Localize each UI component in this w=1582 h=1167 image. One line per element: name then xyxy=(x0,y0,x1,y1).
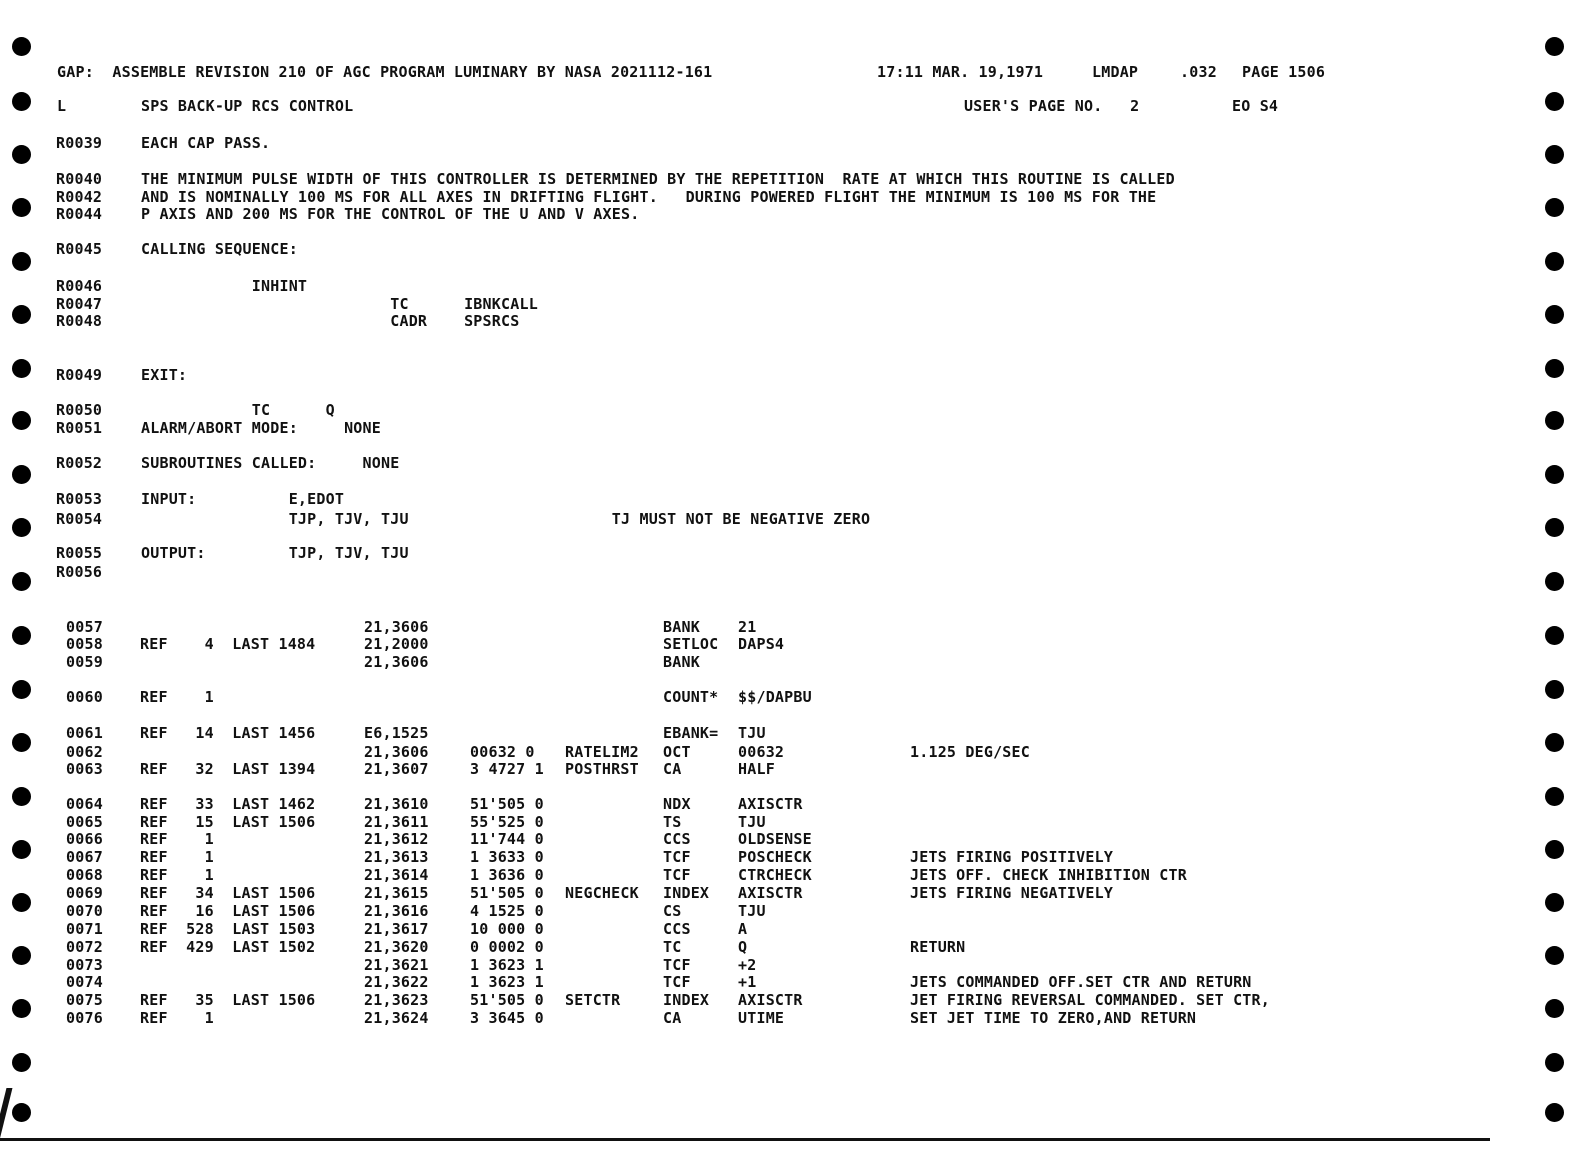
tractor-feed-hole xyxy=(12,572,31,591)
code-opcode: CCS xyxy=(663,830,691,848)
code-opcode: CS xyxy=(663,902,682,920)
code-line-number: 0074 xyxy=(66,973,103,991)
code-line-number: 0057 xyxy=(66,618,103,636)
code-operand: DAPS4 xyxy=(738,635,785,653)
code-line-number: 0062 xyxy=(66,743,103,761)
code-word: 1 3623 1 xyxy=(470,973,544,991)
code-address: 21,3620 xyxy=(364,938,429,956)
code-opcode: SETLOC xyxy=(663,635,719,653)
code-ref: REF 528 LAST 1503 xyxy=(140,920,316,938)
code-address: 21,2000 xyxy=(364,635,429,653)
code-comment: RETURN xyxy=(910,938,966,956)
tractor-feed-hole xyxy=(1545,999,1564,1018)
code-word: 0 0002 0 xyxy=(470,938,544,956)
paper-tear-mark xyxy=(0,1088,12,1140)
remark-text: INHINT xyxy=(141,277,308,295)
tractor-feed-hole xyxy=(12,733,31,752)
users-page-number: USER'S PAGE NO. 2 xyxy=(964,97,1140,115)
code-line-number: 0075 xyxy=(66,991,103,1009)
code-word: 51'505 0 xyxy=(470,795,544,813)
code-operand: AXISCTR xyxy=(738,884,803,902)
remark-id: R0052 xyxy=(56,454,103,472)
code-line-number: 0076 xyxy=(66,1009,103,1027)
code-word: 10 000 0 xyxy=(470,920,544,938)
code-operand: POSCHECK xyxy=(738,848,812,866)
tractor-feed-hole xyxy=(1545,626,1564,645)
tractor-feed-hole xyxy=(1545,572,1564,591)
code-line-number: 0061 xyxy=(66,724,103,742)
remark-id: R0049 xyxy=(56,366,103,384)
remark-id: R0056 xyxy=(56,563,103,581)
code-label: POSTHRST xyxy=(565,760,639,778)
code-word: 00632 0 xyxy=(470,743,535,761)
code-operand: +1 xyxy=(738,973,757,991)
code-line-number: 0071 xyxy=(66,920,103,938)
code-operand: +2 xyxy=(738,956,757,974)
code-operand: Q xyxy=(738,938,748,956)
code-ref: REF 15 LAST 1506 xyxy=(140,813,316,831)
code-address: 21,3607 xyxy=(364,760,429,778)
tractor-feed-hole xyxy=(1545,1103,1564,1122)
tractor-feed-hole xyxy=(1545,37,1564,56)
code-line-number: 0064 xyxy=(66,795,103,813)
code-comment: JETS FIRING POSITIVELY xyxy=(910,848,1114,866)
code-line-number: 0063 xyxy=(66,760,103,778)
code-opcode: INDEX xyxy=(663,991,710,1009)
header-timestamp: 17:11 MAR. 19,1971 xyxy=(877,63,1044,81)
tractor-feed-hole xyxy=(1545,733,1564,752)
code-address: 21,3613 xyxy=(364,848,429,866)
code-ref: REF 1 xyxy=(140,688,214,706)
code-opcode: TCF xyxy=(663,956,691,974)
code-comment: JET FIRING REVERSAL COMMANDED. SET CTR, xyxy=(910,991,1270,1009)
remark-text: INPUT: E,EDOT xyxy=(141,490,345,508)
code-comment: JETS COMMANDED OFF.SET CTR AND RETURN xyxy=(910,973,1252,991)
tractor-feed-hole xyxy=(12,626,31,645)
tractor-feed-hole xyxy=(1545,680,1564,699)
code-line-number: 0065 xyxy=(66,813,103,831)
tractor-feed-hole xyxy=(1545,198,1564,217)
code-opcode: OCT xyxy=(663,743,691,761)
code-operand: AXISCTR xyxy=(738,795,803,813)
code-label: SETCTR xyxy=(565,991,621,1009)
remark-text: AND IS NOMINALLY 100 MS FOR ALL AXES IN DRIFTING FLIGHT. DURING POWERED FLIGHT THE MINIMUM IS 100 MS FOR THE xyxy=(141,188,1157,206)
code-operand: A xyxy=(738,920,748,938)
code-operand: CTRCHECK xyxy=(738,866,812,884)
tractor-feed-hole xyxy=(1545,145,1564,164)
code-address: 21,3617 xyxy=(364,920,429,938)
remark-id: R0053 xyxy=(56,490,103,508)
remark-id: R0054 xyxy=(56,510,103,528)
tractor-feed-hole xyxy=(12,680,31,699)
tractor-feed-hole xyxy=(12,1053,31,1072)
remark-text: EACH CAP PASS. xyxy=(141,134,271,152)
code-ref: REF 429 LAST 1502 xyxy=(140,938,316,956)
code-opcode: CCS xyxy=(663,920,691,938)
remark-text: TC IBNKCALL xyxy=(141,295,538,313)
code-label: NEGCHECK xyxy=(565,884,639,902)
code-opcode: BANK xyxy=(663,653,700,671)
code-operand: 00632 xyxy=(738,743,785,761)
tractor-feed-hole xyxy=(12,305,31,324)
code-address: 21,3611 xyxy=(364,813,429,831)
code-ref: REF 1 xyxy=(140,848,214,866)
tractor-feed-hole xyxy=(12,198,31,217)
tractor-feed-hole xyxy=(1545,1053,1564,1072)
tractor-feed-hole xyxy=(1545,787,1564,806)
remark-id: R0046 xyxy=(56,277,103,295)
code-word: 51'505 0 xyxy=(470,991,544,1009)
code-line-number: 0060 xyxy=(66,688,103,706)
code-comment: 1.125 DEG/SEC xyxy=(910,743,1030,761)
tractor-feed-hole xyxy=(12,37,31,56)
remark-text: EXIT: xyxy=(141,366,188,384)
tractor-feed-hole xyxy=(1545,92,1564,111)
tractor-feed-hole xyxy=(12,411,31,430)
remark-text: SUBROUTINES CALLED: NONE xyxy=(141,454,400,472)
tractor-feed-hole xyxy=(12,946,31,965)
section-letter: L xyxy=(57,97,67,115)
code-opcode: INDEX xyxy=(663,884,710,902)
code-address: 21,3624 xyxy=(364,1009,429,1027)
code-line-number: 0073 xyxy=(66,956,103,974)
code-operand: TJU xyxy=(738,724,766,742)
tractor-feed-hole xyxy=(1545,946,1564,965)
tractor-feed-hole xyxy=(1545,518,1564,537)
tractor-feed-hole xyxy=(12,1103,31,1122)
code-comment: JETS OFF. CHECK INHIBITION CTR xyxy=(910,866,1187,884)
tractor-feed-hole xyxy=(12,359,31,378)
code-comment: SET JET TIME TO ZERO,AND RETURN xyxy=(910,1009,1197,1027)
code-address: 21,3606 xyxy=(364,743,429,761)
code-ref: REF 1 xyxy=(140,866,214,884)
code-opcode: COUNT* xyxy=(663,688,719,706)
tractor-feed-hole xyxy=(1545,840,1564,859)
code-ref: REF 1 xyxy=(140,830,214,848)
tractor-feed-hole xyxy=(1545,359,1564,378)
code-ref: REF 4 LAST 1484 xyxy=(140,635,316,653)
code-address: 21,3612 xyxy=(364,830,429,848)
tractor-feed-hole xyxy=(12,252,31,271)
code-address: 21,3606 xyxy=(364,653,429,671)
remark-text: P AXIS AND 200 MS FOR THE CONTROL OF THE U AND V AXES. xyxy=(141,205,640,223)
code-address: 21,3622 xyxy=(364,973,429,991)
remark-text: OUTPUT: TJP, TJV, TJU xyxy=(141,544,409,562)
code-ref: REF 14 LAST 1456 xyxy=(140,724,316,742)
tractor-feed-hole xyxy=(12,840,31,859)
code-label: RATELIM2 xyxy=(565,743,639,761)
eo-code: EO S4 xyxy=(1232,97,1279,115)
section-title: SPS BACK-UP RCS CONTROL xyxy=(141,97,354,115)
code-address: 21,3610 xyxy=(364,795,429,813)
remark-id: R0040 xyxy=(56,170,103,188)
code-address: 21,3623 xyxy=(364,991,429,1009)
remark-text: CALLING SEQUENCE: xyxy=(141,240,298,258)
tractor-feed-hole xyxy=(1545,252,1564,271)
code-word: 1 3633 0 xyxy=(470,848,544,866)
code-ref: REF 33 LAST 1462 xyxy=(140,795,316,813)
tractor-feed-hole xyxy=(12,893,31,912)
remark-id: R0055 xyxy=(56,544,103,562)
remark-text: TC Q xyxy=(141,401,335,419)
header-title: GAP: ASSEMBLE REVISION 210 OF AGC PROGRAM LUMINARY BY NASA 2021112-161 xyxy=(57,63,713,81)
tractor-feed-hole xyxy=(1545,305,1564,324)
remark-id: R0051 xyxy=(56,419,103,437)
page-bottom-rule xyxy=(0,1138,1490,1141)
code-operand: TJU xyxy=(738,902,766,920)
header-page: PAGE 1506 xyxy=(1242,63,1326,81)
header-code: .032 xyxy=(1180,63,1217,81)
code-operand: AXISCTR xyxy=(738,991,803,1009)
remark-text: THE MINIMUM PULSE WIDTH OF THIS CONTROLLER IS DETERMINED BY THE REPETITION RATE AT WHICH THIS ROUTINE IS CALLED xyxy=(141,170,1175,188)
code-address: 21,3621 xyxy=(364,956,429,974)
code-word: 11'744 0 xyxy=(470,830,544,848)
code-operand: OLDSENSE xyxy=(738,830,812,848)
tractor-feed-hole xyxy=(1545,465,1564,484)
remark-id: R0044 xyxy=(56,205,103,223)
code-opcode: EBANK= xyxy=(663,724,719,742)
code-line-number: 0068 xyxy=(66,866,103,884)
tractor-feed-hole xyxy=(12,518,31,537)
header-module: LMDAP xyxy=(1092,63,1139,81)
code-operand: UTIME xyxy=(738,1009,785,1027)
remark-id: R0039 xyxy=(56,134,103,152)
code-line-number: 0070 xyxy=(66,902,103,920)
code-address: E6,1525 xyxy=(364,724,429,742)
code-ref: REF 32 LAST 1394 xyxy=(140,760,316,778)
code-operand: TJU xyxy=(738,813,766,831)
code-operand: $$/DAPBU xyxy=(738,688,812,706)
code-opcode: TCF xyxy=(663,848,691,866)
tractor-feed-hole xyxy=(1545,893,1564,912)
code-line-number: 0069 xyxy=(66,884,103,902)
code-ref: REF 16 LAST 1506 xyxy=(140,902,316,920)
code-operand: 21 xyxy=(738,618,757,636)
remark-id: R0048 xyxy=(56,312,103,330)
remark-text: CADR SPSRCS xyxy=(141,312,520,330)
code-opcode: NDX xyxy=(663,795,691,813)
code-word: 51'505 0 xyxy=(470,884,544,902)
remark-id: R0050 xyxy=(56,401,103,419)
code-address: 21,3606 xyxy=(364,618,429,636)
code-address: 21,3615 xyxy=(364,884,429,902)
code-line-number: 0072 xyxy=(66,938,103,956)
tractor-feed-hole xyxy=(1545,411,1564,430)
code-line-number: 0067 xyxy=(66,848,103,866)
tractor-feed-hole xyxy=(12,92,31,111)
code-line-number: 0066 xyxy=(66,830,103,848)
code-word: 3 4727 1 xyxy=(470,760,544,778)
tractor-feed-hole xyxy=(12,999,31,1018)
code-opcode: TS xyxy=(663,813,682,831)
code-opcode: BANK xyxy=(663,618,700,636)
code-word: 55'525 0 xyxy=(470,813,544,831)
remark-text: ALARM/ABORT MODE: NONE xyxy=(141,419,381,437)
code-line-number: 0058 xyxy=(66,635,103,653)
remark-id: R0042 xyxy=(56,188,103,206)
tractor-feed-hole xyxy=(12,465,31,484)
code-opcode: TCF xyxy=(663,866,691,884)
code-word: 3 3645 0 xyxy=(470,1009,544,1027)
code-operand: HALF xyxy=(738,760,775,778)
code-word: 1 3623 1 xyxy=(470,956,544,974)
remark-id: R0047 xyxy=(56,295,103,313)
code-line-number: 0059 xyxy=(66,653,103,671)
code-word: 1 3636 0 xyxy=(470,866,544,884)
code-address: 21,3616 xyxy=(364,902,429,920)
code-ref: REF 34 LAST 1506 xyxy=(140,884,316,902)
tractor-feed-hole xyxy=(12,145,31,164)
code-ref: REF 35 LAST 1506 xyxy=(140,991,316,1009)
code-ref: REF 1 xyxy=(140,1009,214,1027)
code-opcode: CA xyxy=(663,760,682,778)
code-word: 4 1525 0 xyxy=(470,902,544,920)
tractor-feed-hole xyxy=(12,787,31,806)
code-opcode: TC xyxy=(663,938,682,956)
code-address: 21,3614 xyxy=(364,866,429,884)
remark-text: TJP, TJV, TJU TJ MUST NOT BE NEGATIVE ZERO xyxy=(141,510,871,528)
code-comment: JETS FIRING NEGATIVELY xyxy=(910,884,1114,902)
remark-id: R0045 xyxy=(56,240,103,258)
code-opcode: TCF xyxy=(663,973,691,991)
code-opcode: CA xyxy=(663,1009,682,1027)
